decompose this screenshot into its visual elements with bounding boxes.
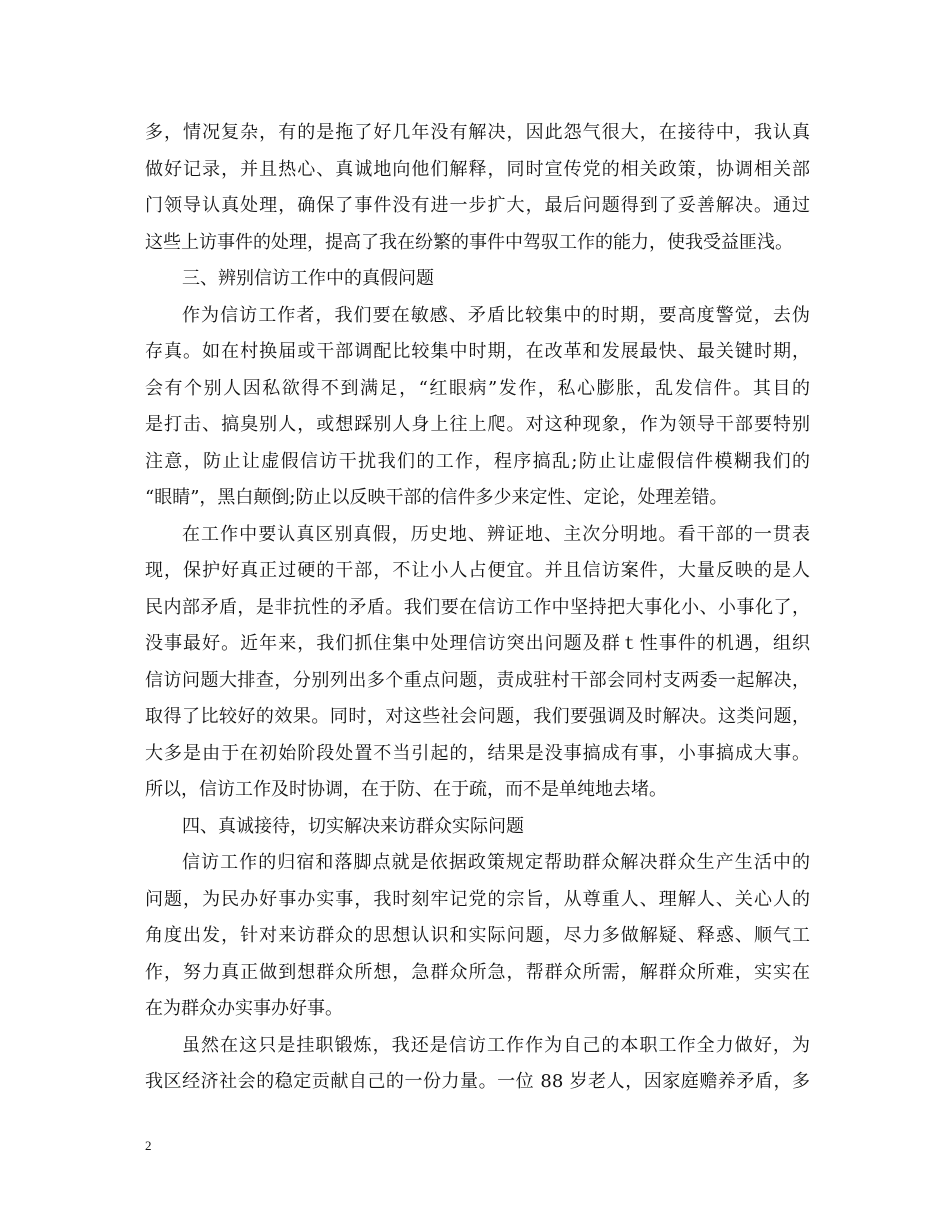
text-line: 大多是由于在初始阶段处置不当引起的，结果是没事搞成有事，小事搞成大事。: [145, 742, 810, 764]
text-line: 问题，为民办好事办实事，我时刻牢记党的宗旨，从尊重人、理解人、关心人的: [145, 888, 810, 910]
text-line: 做好记录，并且热心、真诚地向他们解释，同时宣传党的相关政策，协调相关部: [145, 158, 810, 180]
text-line: 注意，防止让虚假信访干扰我们的工作，程序搞乱;防止让虚假信件模糊我们的: [145, 450, 810, 472]
page-number: 2: [145, 1138, 152, 1153]
text-line: 现，保护好真正过硬的干部，不让小人占便宜。并且信访案件，大量反映的是人: [145, 560, 810, 581]
text-line: 这些上访事件的处理，提高了我在纷繁的事件中驾驭工作的能力，使我受益匪浅。: [145, 231, 793, 253]
text-line: 信访问题大排查，分别列出多个重点问题，责成驻村干部会同村支两委一起解决，: [145, 669, 810, 691]
text-line: 民内部矛盾，是非抗性的矛盾。我们要在信访工作中坚持把大事化小、小事化了，: [145, 596, 810, 618]
text-line: 是打击、搞臭别人，或想踩别人身上往上爬。对这种现象，作为领导干部要特别: [145, 414, 810, 435]
text-line: 门领导认真处理，确保了事件没有进一步扩大，最后问题得到了妥善解决。通过: [145, 195, 810, 216]
text-line: 角度出发，针对来访群众的思想认识和实际问题，尽力多做解疑、释惑、顺气工: [145, 925, 810, 946]
text-line: 在工作中要认真区别真假，历史地、辨证地、主次分明地。看干部的一贯表: [182, 523, 810, 545]
text-line: 虽然在这只是挂职锻炼，我还是信访工作作为自己的本职工作全力做好，为: [182, 1034, 810, 1056]
text-line: 取得了比较好的效果。同时，对这些社会问题，我们要强调及时解决。这类问题，: [145, 706, 810, 727]
text-line: 所以，信访工作及时协调，在于防、在于疏，而不是单纯地去堵。: [145, 779, 667, 800]
text-line: 我区经济社会的稳定贡献自己的一份力量。一位 88 岁老人，因家庭赡养矛盾，多: [145, 1071, 810, 1092]
text-line: 作，努力真正做到想群众所想，急群众所急，帮群众所需，解群众所难，实实在: [145, 961, 810, 983]
text-line: 信访工作的归宿和落脚点就是依据政策规定帮助群众解决群众生产生活中的: [182, 852, 810, 873]
text-line: 存真。如在村换届或干部调配比较集中时期，在改革和发展最快、最关键时期，: [145, 341, 810, 362]
text-line: 多，情况复杂，有的是拖了好几年没有解决，因此怨气很大，在接待中，我认真: [145, 122, 810, 143]
text-line: “眼睛”，黑白颠倒;防止以反映干部的信件多少来定性、定论，处理差错。: [145, 487, 728, 508]
text-line: 会有个别人因私欲得不到满足，“红眼病”发作，私心膨胀，乱发信件。其目的: [145, 377, 810, 399]
document-body: [145, 115, 810, 1101]
text-line: 作为信访工作者，我们要在敏感、矛盾比较集中的时期，要高度警觉，去伪: [182, 304, 810, 326]
text-line: 在为群众办实事办好事。: [145, 998, 343, 1019]
text-line: 三、辨别信访工作中的真假问题: [182, 268, 434, 289]
text-line: 四、真诚接待，切实解决来访群众实际问题: [182, 815, 524, 837]
text-line: 没事最好。近年来，我们抓住集中处理信访突出问题及群ｔ性事件的机遇，组织: [145, 633, 810, 654]
